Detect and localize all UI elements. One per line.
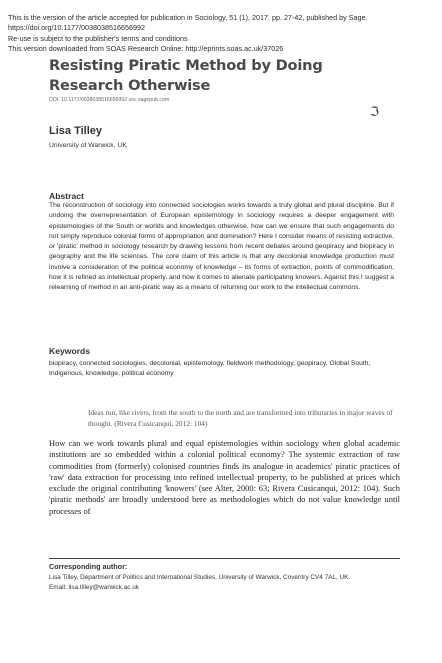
footnote-divider [49,558,400,559]
keywords-text: biopiracy, connected sociologies, decolonial, epistemology, fieldwork methodology, geopiracy, Global South, Indigenous, knowledge, political economy [49,360,371,378]
correspondence-heading: Corresponding author: [49,562,128,571]
journal-logo-icon: ℑ [370,105,380,120]
abstract-heading: Abstract [49,191,84,201]
notice-line-publication: This is the version of the article accepted for publication in Sociology, 51 (1), 2017. pp. 27-42, published by Sage. [8,13,368,22]
author-affiliation: University of Warwick, UK [49,142,127,149]
notice-line-repository[interactable]: This version downloaded from SOAS Research Online: http://eprints.soas.ac.uk/37026 [8,44,284,54]
abstract-text: The reconstruction of sociology into connected sociologies works towards a truly global and plural discipline. But if undoing the overrepresentation of European epistemology in sociology requires a deeper engagement with epistemologies of the South or worlds and knowledges otherwise, how can we ensure that such engagements do not simply reproduce colonial forms of appropriation and domination? Here I consider means of resisting extractive, or 'piratic' method in sociology research by drawing lessons from recent debates around geopiracy and biopiracy in geography and the life sciences. The core claim of this article is that any decolonial knowledge production must involve a consideration of the political economy of knowledge – its forms of extraction, points of commodification, how it is refined as intellectual property, and how it comes to alienate participating knowers. Against this I suggest a relearning of method in an anti-piratic way as a means of returning our work to the intellectual commons. [49,202,394,291]
keywords-heading: Keywords [49,346,91,356]
doi-line: DOI: 10.1177/0038038516656992 soc.sagepub.com [49,97,170,103]
notice-line-doi[interactable]: https://doi.org/10.1177/0038038516656992 [8,23,145,33]
correspondence-email[interactable]: Email: lisa.tilley@warwick.ac.uk [49,583,139,591]
notice-line-terms: Re-use is subject to the publisher's terms and conditions [8,33,188,43]
epigraph-quote: Ideas run, like rivers, from the south to the north and are transformed into tributaries in major waves of thought. (Rivera Cusicanqui, 2012: 104) [88,408,393,428]
body-paragraph: How can we work towards plural and equal epistemologies within sociology when global academic institutions are so embedded within a colonial political economy? The systemic extraction of raw commodities from (formerly) colonised countries finds its analogue in academics' piratic practices of 'raw' data extraction for processing into refined intellectual property, to be published at prices which exclude the original contributing 'knowers' (see Alter, 2000: 63; Rivera Cusicanqui, 2012: 104). Such 'piratic methods' are broadly understood here as methodologies which do not value knowledge until processes of [49,438,400,516]
author-name: Lisa Tilley [49,125,102,137]
publisher-notice [8,13,438,55]
correspondence-details [49,573,409,593]
correspondence-address: Lisa Tilley, Department of Politics and International Studies, University of Warwick, Coventry CV4 7AL, UK. [49,574,351,581]
article-title: Resisting Piratic Method by Doing Research Otherwise [49,57,323,94]
